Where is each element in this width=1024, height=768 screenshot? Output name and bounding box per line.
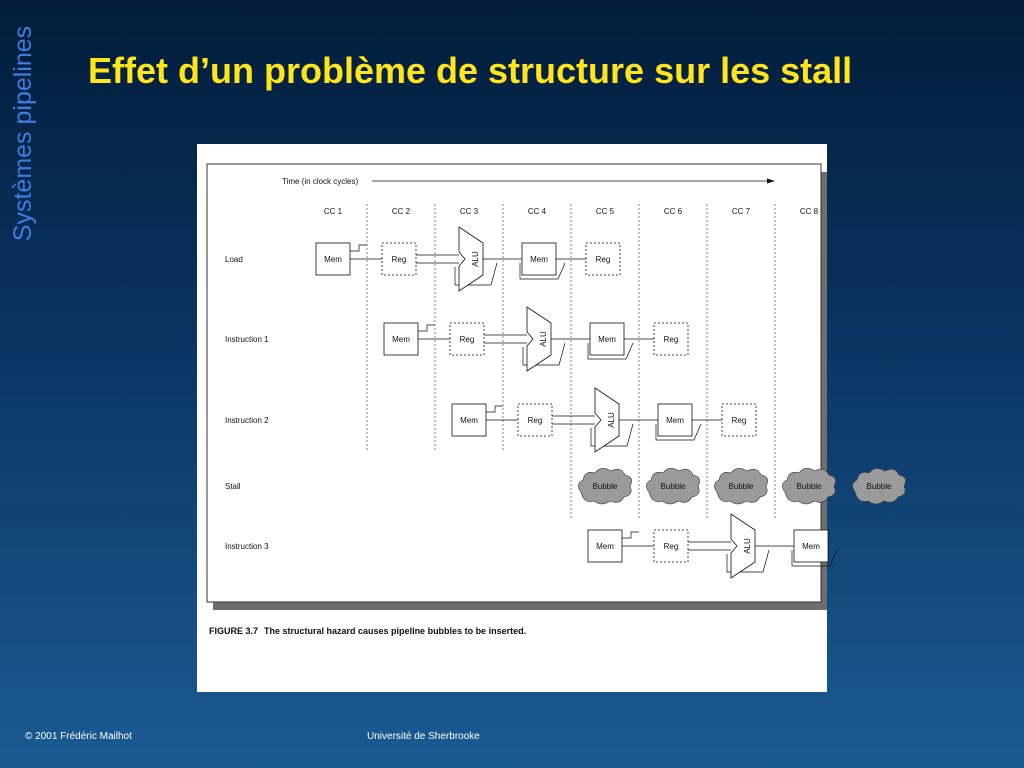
footer-copyright: © 2001 Frédéric Mailhot <box>25 731 132 742</box>
figure-caption-text: The structural hazard causes pipeline bubbles to be inserted. <box>264 626 527 636</box>
bubble-label: Bubble <box>592 482 618 491</box>
pipeline-diagram <box>197 144 892 692</box>
figure-frame <box>207 164 821 602</box>
alu-stage-label: ALU <box>471 251 480 267</box>
clock-cycle-label: CC 5 <box>595 207 615 216</box>
footer-institution: Université de Sherbrooke <box>367 731 480 742</box>
row-label: Stall <box>225 482 241 491</box>
clock-cycle-label: CC 6 <box>663 207 683 216</box>
mem-stage-label: Mem <box>324 255 342 264</box>
mem-stage-label: Mem <box>666 416 684 425</box>
reg-stage-label: Reg <box>459 335 475 344</box>
clock-cycle-label: CC 3 <box>459 207 479 216</box>
reg-stage-label: Reg <box>527 416 543 425</box>
row-label: Instruction 1 <box>225 335 269 344</box>
row-label: Instruction 3 <box>225 542 269 551</box>
alu-stage-label: ALU <box>743 538 752 554</box>
clock-cycle-label: CC 2 <box>391 207 411 216</box>
reg-stage-label: Reg <box>391 255 407 264</box>
figure-panel <box>197 144 892 692</box>
clock-cycle-label: CC 7 <box>731 207 751 216</box>
row-label: Load <box>225 255 243 264</box>
mem-stage-label: Mem <box>802 542 820 551</box>
side-title-text: Systèmes pipelines <box>9 25 38 241</box>
clock-cycle-label: CC 1 <box>323 207 343 216</box>
mem-stage-label: Mem <box>460 416 478 425</box>
reg-stage-label: Reg <box>595 255 611 264</box>
reg-stage-label: Reg <box>731 416 747 425</box>
mem-stage-label: Mem <box>392 335 410 344</box>
row-label: Instruction 2 <box>225 416 269 425</box>
mem-stage-label: Mem <box>530 255 548 264</box>
mem-stage-label: Mem <box>598 335 616 344</box>
slide-title: Effet d’un problème de structure sur les stall <box>88 50 853 91</box>
side-title <box>6 8 42 258</box>
bubble-label: Bubble <box>796 482 822 491</box>
alu-stage-label: ALU <box>607 412 616 428</box>
figure-caption <box>209 626 526 636</box>
alu-stage-label: ALU <box>539 331 548 347</box>
bubble-label: Bubble <box>728 482 754 491</box>
reg-stage-label: Reg <box>663 542 679 551</box>
time-axis-label: Time (in clock cycles) <box>282 177 359 186</box>
figure-caption-number: FIGURE 3.7 <box>209 626 259 636</box>
clock-cycle-label: CC 4 <box>527 207 547 216</box>
bubble-label: Bubble <box>866 482 892 491</box>
clock-cycle-label: CC 8 <box>799 207 819 216</box>
bubble-label: Bubble <box>660 482 686 491</box>
mem-stage-label: Mem <box>596 542 614 551</box>
reg-stage-label: Reg <box>663 335 679 344</box>
